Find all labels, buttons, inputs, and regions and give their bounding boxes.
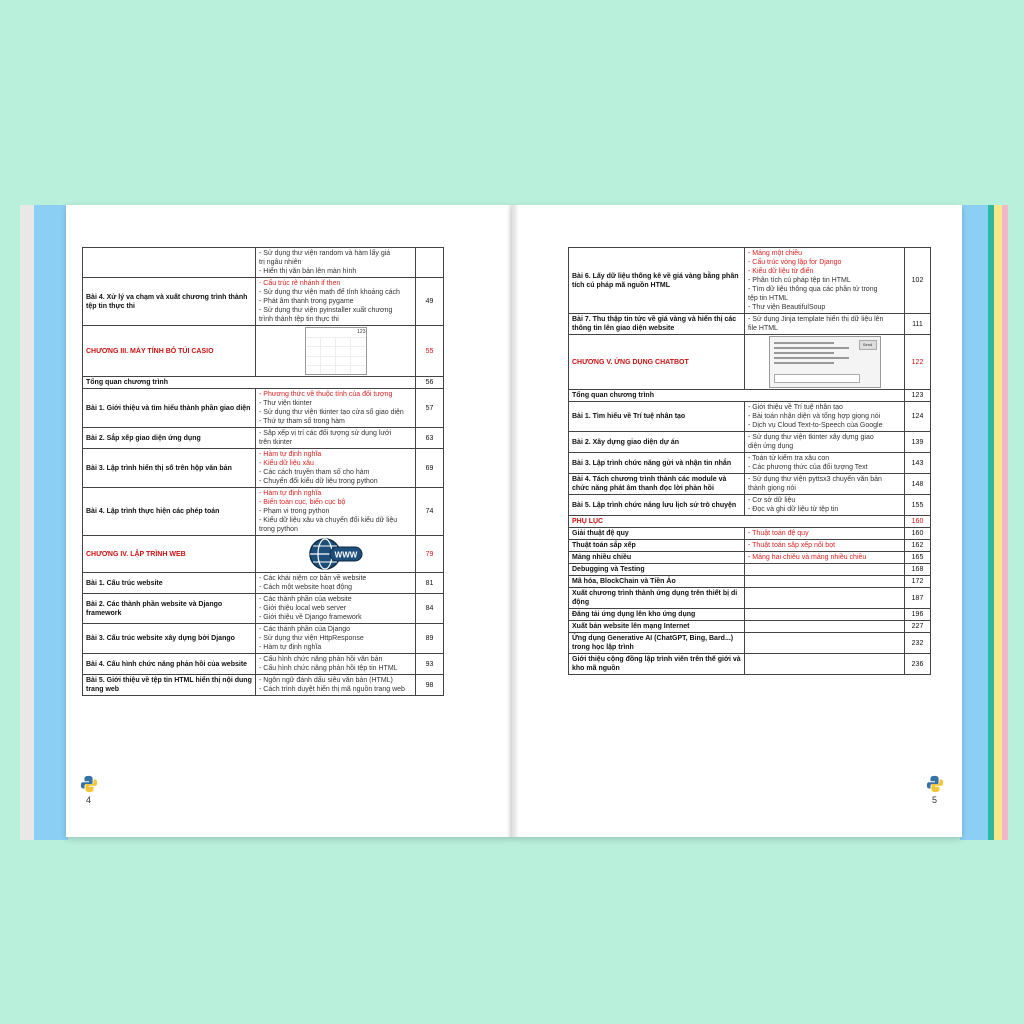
chapter-title: CHƯƠNG V. ỨNG DỤNG CHATBOT <box>569 335 745 390</box>
page-number-cell: 227 <box>905 621 931 633</box>
lesson-title: Bài 5. Lập trình chức năng lưu lịch sử trò chuyện <box>569 495 745 516</box>
calculator-key <box>351 366 365 374</box>
lesson-title: Bài 3. Lập trình chức năng gửi và nhận tin nhắn <box>569 453 745 474</box>
lesson-description <box>745 564 905 576</box>
page-number-cell: 165 <box>905 552 931 564</box>
lesson-description <box>745 314 905 335</box>
description-line: - Cấu trúc rẽ nhánh if then <box>259 280 341 287</box>
page-number-cell: 111 <box>905 314 931 335</box>
page-number-cell <box>416 248 444 278</box>
lesson-description <box>256 675 416 696</box>
lesson-title: PHỤ LỤC <box>569 516 905 528</box>
chapter-row <box>83 326 444 377</box>
description-line: - Sử dụng thư viện tkinter xây dựng giao <box>748 434 874 441</box>
lesson-title: Bài 4. Tách chương trình thành các module và chức năng phát âm thanh đọc lời phản hồi <box>569 474 745 495</box>
description-line: - Cấu hình chức năng phản hồi văn bản <box>259 656 383 663</box>
lesson-title: Bài 2. Xây dựng giao diện dự án <box>569 432 745 453</box>
description-line: - Thuật toán đệ quy <box>748 530 809 537</box>
description-line: - Phạm vi trong python <box>259 508 330 515</box>
toc-row <box>569 528 931 540</box>
page-number-cell: 236 <box>905 654 931 675</box>
description-line: - Mảng một chiều <box>748 250 803 257</box>
description-line: - Phát âm thanh trong pygame <box>259 298 354 305</box>
description-line: - Giới thiệu về Trí tuệ nhân tạo <box>748 404 843 411</box>
description-line: - Thứ tự tham số trong hàm <box>259 418 345 425</box>
toc-row <box>569 474 931 495</box>
lesson-title: Bài 4. Xử lý va chạm và xuất chương trình thành tệp tin thực thi <box>83 278 256 326</box>
lesson-title: Bài 3. Cấu trúc website xây dựng bởi Django <box>83 624 256 654</box>
description-line: - Sử dụng thư viện pyinstaller xuất chương <box>259 307 393 314</box>
lesson-description <box>745 576 905 588</box>
page-number-cell: 148 <box>905 474 931 495</box>
lesson-description <box>256 488 416 536</box>
lesson-title: Bài 4. Cấu hình chức năng phản hồi của website <box>83 654 256 675</box>
chatbot-screenshot-image <box>769 336 881 388</box>
open-book <box>20 205 1010 840</box>
lesson-title: Tổng quan chương trình <box>569 390 905 402</box>
description-line: - Đọc và ghi dữ liệu từ tệp tin <box>748 506 839 513</box>
description-line: - Cách trình duyệt hiển thị mã nguồn trang web <box>259 686 405 693</box>
lesson-description <box>256 573 416 594</box>
description-line: - Ngôn ngữ đánh dấu siêu văn bản (HTML) <box>259 677 393 684</box>
description-line: - Hàm tự định nghĩa <box>259 644 322 651</box>
left-blue-edge <box>34 205 68 840</box>
description-line: trị ngẫu nhiên <box>259 259 302 266</box>
toc-row <box>83 248 444 278</box>
page-number-cell: 74 <box>416 488 444 536</box>
description-line: - Sử dụng thư viện pyttsx3 chuyển văn bản <box>748 476 882 483</box>
lesson-title: Bài 2. Các thành phần website và Django framework <box>83 594 256 624</box>
description-line: - Mảng hai chiều và mảng nhiều chiều <box>748 554 867 561</box>
lesson-title: Thuật toán sắp xếp <box>569 540 745 552</box>
lesson-description <box>745 495 905 516</box>
lesson-description <box>256 278 416 326</box>
calculator-key <box>306 357 320 365</box>
toc-row <box>569 495 931 516</box>
description-line: thành giọng nói <box>748 485 796 492</box>
lesson-description <box>745 432 905 453</box>
calculator-key <box>306 366 320 374</box>
book-gutter <box>507 205 519 837</box>
toc-row <box>569 248 931 314</box>
calculator-display: 123 <box>306 328 366 337</box>
chat-line <box>774 352 834 354</box>
lesson-title: Mã hóa, BlockChain và Tiền Ảo <box>569 576 745 588</box>
toc-row <box>83 377 444 389</box>
description-line: - Các thành phần của website <box>259 596 352 603</box>
lesson-title: Bài 1. Giới thiệu và tìm hiểu thành phần giao diện <box>83 389 256 428</box>
description-line: - Biến toàn cục, biến cục bộ <box>259 499 346 506</box>
description-line: - Các cách truyền tham số cho hàm <box>259 469 370 476</box>
description-line: - Sử dụng thư viện random và hàm lấy giá <box>259 250 391 257</box>
lesson-title: Bài 4. Lập trình thực hiện các phép toán <box>83 488 256 536</box>
description-line: - Hàm tự định nghĩa <box>259 451 322 458</box>
description-line: - Thuật toán sắp xếp nổi bọt <box>748 542 836 549</box>
toc-row <box>83 654 444 675</box>
page-number-cell: 63 <box>416 428 444 449</box>
right-page-number: 5 <box>932 795 938 805</box>
description-line: - Tìm dữ liệu thông qua các phần tử trong <box>748 286 878 293</box>
page-number-cell: 155 <box>905 495 931 516</box>
toc-row <box>569 516 931 528</box>
page-number-cell: 84 <box>416 594 444 624</box>
toc-row <box>569 402 931 432</box>
python-logo-icon <box>926 775 944 793</box>
description-line: diện ứng dụng <box>748 443 794 450</box>
lesson-title: Tổng quan chương trình <box>83 377 416 389</box>
calculator-screenshot-image <box>305 327 367 375</box>
toc-row <box>569 609 931 621</box>
page-number-cell: 57 <box>416 389 444 428</box>
toc-row <box>569 540 931 552</box>
page-number-cell: 160 <box>905 516 931 528</box>
lesson-description <box>745 621 905 633</box>
lesson-description <box>256 248 416 278</box>
toc-row <box>83 624 444 654</box>
lesson-description <box>745 609 905 621</box>
toc-row <box>569 390 931 402</box>
right-toc-table <box>568 247 931 675</box>
page-number-cell: 162 <box>905 540 931 552</box>
page-number-cell: 160 <box>905 528 931 540</box>
lesson-description <box>745 453 905 474</box>
right-page <box>512 205 962 837</box>
lesson-description <box>256 624 416 654</box>
description-line: - Sử dụng thư viện tkinter tạo cửa sổ giao diện <box>259 409 404 416</box>
description-line: - Toán tử kiểm tra xâu con <box>748 455 830 462</box>
lesson-title: Bài 1. Tìm hiểu về Trí tuệ nhân tạo <box>569 402 745 432</box>
description-line: - Kiểu dữ liệu xâu và chuyển đổi kiểu dữ liệu <box>259 517 398 524</box>
page-number-cell: 56 <box>416 377 444 389</box>
page-number-cell: 55 <box>416 326 444 377</box>
lesson-title: Đăng tải ứng dụng lên kho ứng dụng <box>569 609 745 621</box>
lesson-description <box>745 633 905 654</box>
description-line: trình thành tệp tin thực thi <box>259 316 339 323</box>
description-line: file HTML <box>748 325 778 332</box>
lesson-title: Bài 6. Lấy dữ liệu thống kê về giá vàng bằng phân tích cú pháp mã nguồn HTML <box>569 248 745 314</box>
toc-row <box>569 432 931 453</box>
description-line: - Hàm tự định nghĩa <box>259 490 322 497</box>
toc-row <box>569 453 931 474</box>
chapter-image-cell <box>745 335 905 390</box>
description-line: - Phân tích cú pháp tệp tin HTML <box>748 277 851 284</box>
www-label: WWW <box>334 550 357 560</box>
right-pink-edge <box>1002 205 1008 840</box>
page-number-cell: 93 <box>416 654 444 675</box>
page-number-cell: 196 <box>905 609 931 621</box>
toc-row <box>83 428 444 449</box>
lesson-description <box>745 552 905 564</box>
description-line: trong python <box>259 526 298 533</box>
toc-row <box>83 278 444 326</box>
page-number-cell: 187 <box>905 588 931 609</box>
lesson-description <box>256 654 416 675</box>
lesson-description <box>745 654 905 675</box>
calculator-key <box>321 357 335 365</box>
lesson-title: Debugging và Testing <box>569 564 745 576</box>
chapter-title: CHƯƠNG IV. LẬP TRÌNH WEB <box>83 536 256 573</box>
lesson-description <box>745 402 905 432</box>
description-line: - Cách một website hoạt động <box>259 584 352 591</box>
calculator-key <box>336 338 350 346</box>
page-number-cell: 124 <box>905 402 931 432</box>
toc-row <box>83 675 444 696</box>
toc-row <box>569 621 931 633</box>
toc-row <box>83 389 444 428</box>
page-number-cell: 79 <box>416 536 444 573</box>
left-toc-table <box>82 247 444 696</box>
page-number-cell: 168 <box>905 564 931 576</box>
toc-row <box>569 633 931 654</box>
lesson-title: Bài 1. Cấu trúc website <box>83 573 256 594</box>
toc-row <box>83 449 444 488</box>
lesson-description <box>745 540 905 552</box>
toc-row <box>569 564 931 576</box>
toc-row <box>569 654 931 675</box>
description-line: - Sử dụng thư viện HttpResponse <box>259 635 364 642</box>
toc-row <box>569 314 931 335</box>
page-number-cell: 139 <box>905 432 931 453</box>
chat-line <box>774 347 849 349</box>
description-line: - Dịch vụ Cloud Text-to-Speech của Google <box>748 422 883 429</box>
toc-row <box>569 552 931 564</box>
calculator-key <box>351 347 365 355</box>
page-number-cell: 81 <box>416 573 444 594</box>
description-line: - Cấu hình chức năng phản hồi tệp tin HTML <box>259 665 398 672</box>
description-line: - Sử dụng thư viện math để tính khoảng cách <box>259 289 400 296</box>
page-number-cell: 123 <box>905 390 931 402</box>
page-number-cell: 102 <box>905 248 931 314</box>
chat-line <box>774 357 849 359</box>
calculator-key <box>336 347 350 355</box>
chapter-row <box>569 335 931 390</box>
toc-row <box>83 488 444 536</box>
left-page <box>66 205 512 837</box>
lesson-description <box>745 528 905 540</box>
description-line: - Kiểu dữ liệu xâu <box>259 460 314 467</box>
description-line: - Các khái niệm cơ bản về website <box>259 575 367 582</box>
calculator-key <box>351 338 365 346</box>
description-line: - Bài toán nhận diện và tổng hợp giọng nói <box>748 413 881 420</box>
description-line: - Thư viện tkinter <box>259 400 312 407</box>
description-line: - Hiển thị văn bản lên màn hình <box>259 268 357 275</box>
page-number-cell: 122 <box>905 335 931 390</box>
chapter-row <box>83 536 444 573</box>
description-line: - Sử dụng Jinja template hiển thị dữ liệu lên <box>748 316 884 323</box>
lesson-description <box>745 248 905 314</box>
lesson-description <box>256 594 416 624</box>
calculator-key <box>306 338 320 346</box>
lesson-title: Bài 7. Thu thập tin tức về giá vàng và hiển thị các thông tin lên giao diện website <box>569 314 745 335</box>
lesson-title: Bài 3. Lập trình hiển thị số trên hộp văn bản <box>83 449 256 488</box>
chat-line <box>774 342 834 344</box>
lesson-title: Giới thiệu cộng đồng lập trình viên trên thế giới và kho mã nguồn <box>569 654 745 675</box>
page-number-cell: 89 <box>416 624 444 654</box>
toc-row <box>569 576 931 588</box>
right-blue-edge <box>960 205 988 840</box>
description-line: - Cơ sở dữ liệu <box>748 497 796 504</box>
lesson-title <box>83 248 256 278</box>
left-cover-edge <box>20 205 34 840</box>
lesson-title: Mảng nhiều chiều <box>569 552 745 564</box>
lesson-description <box>745 588 905 609</box>
lesson-description <box>256 389 416 428</box>
left-page-number: 4 <box>86 795 92 805</box>
chat-line <box>774 362 834 364</box>
chapter-image-cell <box>256 536 416 573</box>
lesson-description <box>256 449 416 488</box>
description-line: - Kiểu dữ liệu từ điển <box>748 268 814 275</box>
lesson-description <box>745 474 905 495</box>
description-line: - Chuyển đổi kiểu dữ liệu trong python <box>259 478 378 485</box>
description-line: - Giới thiệu local web server <box>259 605 347 612</box>
calculator-key <box>336 357 350 365</box>
python-logo-icon <box>80 775 98 793</box>
calculator-key <box>306 347 320 355</box>
calculator-key <box>321 338 335 346</box>
description-line: - Giới thiệu về Django framework <box>259 614 362 621</box>
description-line: trên tkinter <box>259 439 293 446</box>
lesson-title: Bài 5. Giới thiệu về tệp tin HTML hiển thị nội dung trang web <box>83 675 256 696</box>
www-globe-icon <box>308 537 364 571</box>
description-line: - Các phương thức của đối tượng Text <box>748 464 868 471</box>
page-number-cell: 232 <box>905 633 931 654</box>
lesson-description <box>256 428 416 449</box>
lesson-title: Bài 2. Sắp xếp giao diện ứng dụng <box>83 428 256 449</box>
description-line: tệp tin HTML <box>748 295 789 302</box>
toc-row <box>83 594 444 624</box>
toc-row <box>569 588 931 609</box>
chapter-image-cell <box>256 326 416 377</box>
lesson-title: Ứng dụng Generative AI (ChatGPT, Bing, Bard...) trong học lập trình <box>569 633 745 654</box>
page-number-cell: 98 <box>416 675 444 696</box>
chat-input-box <box>774 374 860 383</box>
toc-row <box>83 573 444 594</box>
page-number-cell: 172 <box>905 576 931 588</box>
calculator-key <box>351 357 365 365</box>
description-line: - Phương thức về thuộc tính của đối tượng <box>259 391 393 398</box>
lesson-title: Giải thuật đệ quy <box>569 528 745 540</box>
description-line: - Sắp xếp vị trí các đối tượng sử dụng lưới <box>259 430 392 437</box>
page-number-cell: 143 <box>905 453 931 474</box>
lesson-title: Xuất chương trình thành ứng dụng trên thiết bị di động <box>569 588 745 609</box>
description-line: - Thư viện BeautifulSoup <box>748 304 826 311</box>
chat-send-button: Send <box>859 340 877 350</box>
lesson-title: Xuất bản website lên mạng Internet <box>569 621 745 633</box>
description-line: - Các thành phần của Django <box>259 626 351 633</box>
page-number-cell: 69 <box>416 449 444 488</box>
calculator-key <box>321 347 335 355</box>
page-number-cell: 49 <box>416 278 444 326</box>
calculator-key <box>336 366 350 374</box>
chapter-title: CHƯƠNG III. MÁY TÍNH BỎ TÚI CASIO <box>83 326 256 377</box>
right-yellow-edge <box>994 205 1002 840</box>
calculator-key <box>321 366 335 374</box>
description-line: - Cấu trúc vòng lặp for Django <box>748 259 842 266</box>
